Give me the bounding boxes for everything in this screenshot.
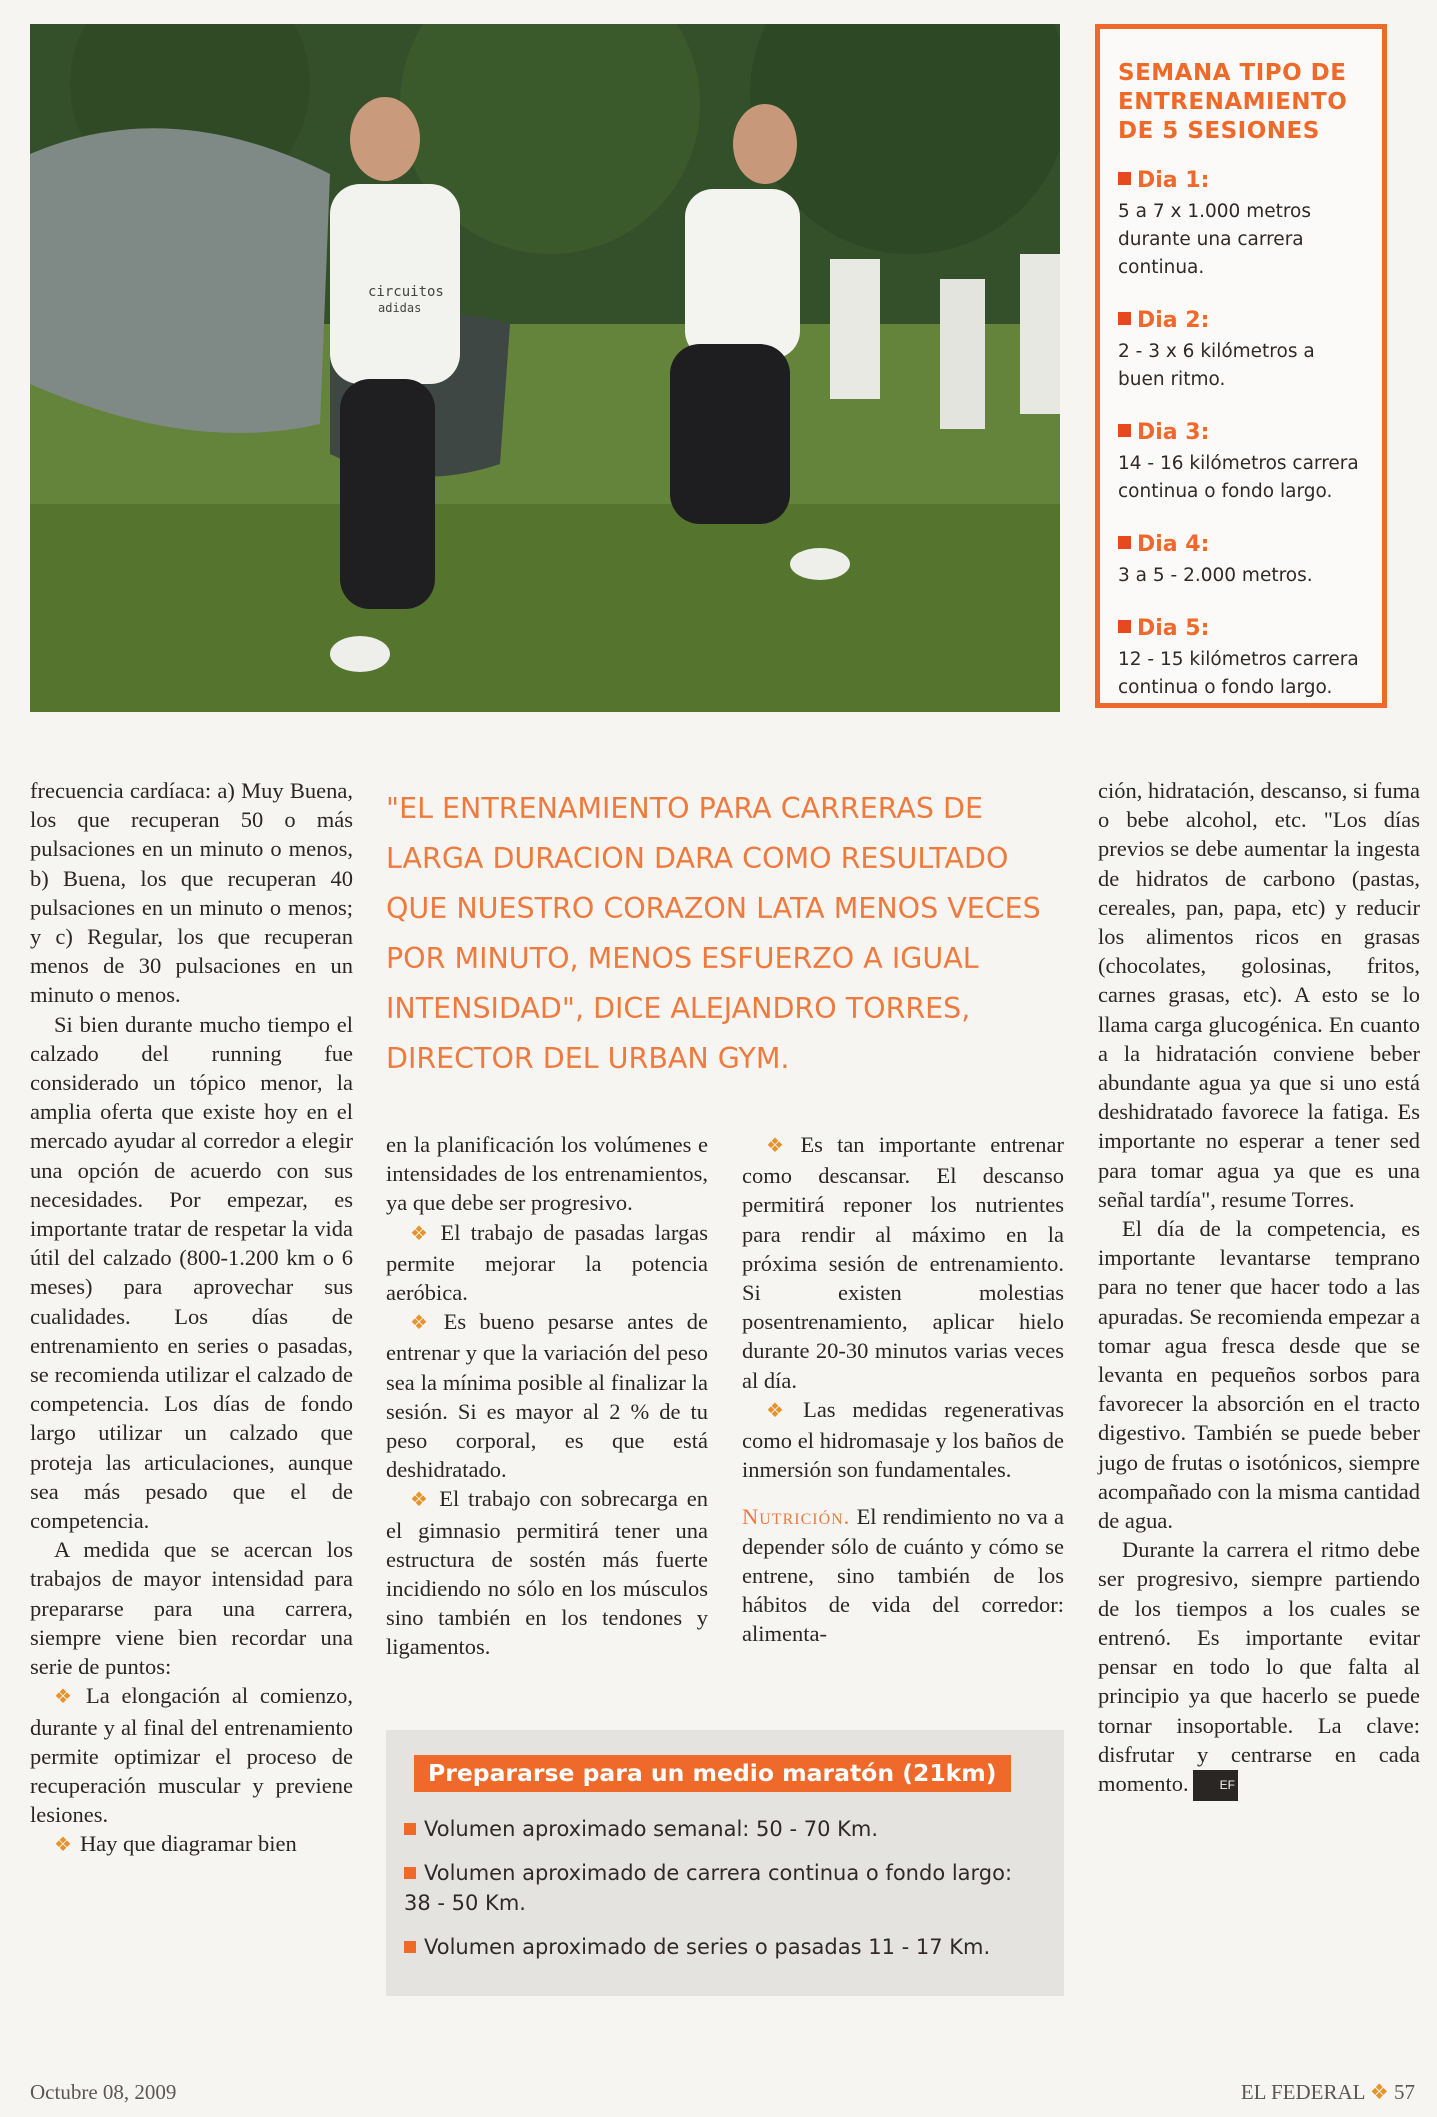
bullet-paragraph: ❖ Las medidas regenerativas como el hidromasaje y los baños de inmersión son fundamentales. <box>742 1396 1064 1483</box>
paragraph: Durante la carrera el ritmo debe ser progresivo, siempre partiendo de los tiempos a los cuales se entrenó. Es importante evitar pensar en todo lo que falta al principio ya que hacerlo se puede tornar insoportable. La clave: disfrutar y centrarse en cada momento. EF <box>1098 1535 1420 1801</box>
square-bullet-icon <box>1118 312 1131 325</box>
photo-illustration <box>30 24 1060 712</box>
paragraph: El día de la competencia, es importante levantarse temprano para no tener que hacer todo a las apuradas. Se recomienda empezar a tomar agua fresca desde que se levanta en pequeños sorbos para favorecer la absorción en el tracto digestivo. También se puede beber jugo de frutas o isotónicos, siempre acompañado con la misma cantidad de agua. <box>1098 1216 1420 1534</box>
day-text: 3 a 5 - 2.000 metros. <box>1118 565 1313 586</box>
day-text: 12 - 15 kilómetros carrera continua o fondo largo. <box>1118 649 1359 698</box>
day-text: 5 a 7 x 1.000 metros durante una carrera continua. <box>1118 201 1312 278</box>
day-label: Dia 3: <box>1137 420 1210 445</box>
article-column-2 <box>386 1130 708 1662</box>
diamond-bullet-icon: ❖ <box>410 1222 433 1245</box>
day-label: Dia 1: <box>1137 168 1210 193</box>
nutrition-label: Nutrición. <box>742 1504 851 1530</box>
article-column-3 <box>742 1130 1064 1648</box>
bullet-paragraph: ❖ Es bueno pesarse antes de entrenar y que la variación del peso sea la mínima posible al finalizar la sesión. Si es mayor al 2 % de tu peso corporal, es que está deshidratado. <box>386 1309 708 1483</box>
diamond-bullet-icon: ❖ <box>766 1399 796 1422</box>
day-label: Dia 4: <box>1137 532 1210 557</box>
sidebar-title: SEMANA TIPO DE ENTRENAMIENTO DE 5 SESIONES <box>1118 60 1348 144</box>
bullet-paragraph: ❖ El trabajo de pasadas largas permite mejorar la potencia aeróbica. <box>386 1219 708 1306</box>
footer-page-info <box>1241 2080 1415 2105</box>
shirt-text-1: circuitos <box>368 284 444 300</box>
square-bullet-icon <box>1118 424 1131 437</box>
diamond-bullet-icon: ❖ <box>410 1489 432 1512</box>
magazine-name: EL FEDERAL <box>1240 2080 1365 2104</box>
page-number: 57 <box>1394 2080 1415 2104</box>
paragraph: ción, hidratación, descanso, si fuma o bebe alcohol, etc. "Los días previos se debe aumentar la ingesta de hidratos de carbono (pastas, cereales, pan, papa, etc) y reducir los alimentos ricos en grasas (chocolates, golosinas, fritos, carnes grasas, etc). A esto se lo llama carga glucogénica. En cuanto a la hidratación conviene beber abundante agua ya que si uno está deshidratado favorece la fatiga. Es importante no esperar a tener sed para tomar agua ya que es una señal tardía", resume Torres. <box>1098 778 1420 1212</box>
diamond-bullet-icon: ❖ <box>410 1312 436 1335</box>
half-marathon-box <box>386 1730 1064 1996</box>
diamond-separator-icon: ❖ <box>1369 2080 1389 2104</box>
day-text: 14 - 16 kilómetros carrera continua o fondo largo. <box>1118 453 1359 502</box>
article-column-4 <box>1098 776 1420 1801</box>
square-bullet-icon <box>1118 620 1131 633</box>
box-item: Volumen aproximado de carrera continua o fondo largo: 38 - 50 Km. <box>404 1861 1013 1915</box>
sidebar-day-5 <box>1118 616 1360 702</box>
box-item: Volumen aproximado de series o pasadas 11 - 17 Km. <box>404 1932 1044 1962</box>
square-bullet-icon <box>1118 536 1131 549</box>
training-week-sidebar <box>1095 24 1387 708</box>
running-photo <box>30 24 1060 712</box>
day-label: Dia 2: <box>1137 308 1210 333</box>
sidebar-day-3 <box>1118 420 1360 506</box>
paragraph: en la planificación los volúmenes e intensidades de los entrenamientos, ya que debe ser progresivo. <box>386 1132 708 1216</box>
shirt-text-2: adidas <box>378 301 422 315</box>
bullet-paragraph: ❖ El trabajo con sobrecarga en el gimnasio permitirá tener una estructura de sostén más fuerte incidiendo no sólo en los músculos sino también en los tendones y ligamentos. <box>386 1486 708 1660</box>
day-label: Dia 5: <box>1137 616 1210 641</box>
pull-quote: "EL ENTRENAMIENTO PARA CARRERAS DE LARGA DURACION DARA COMO RESULTADO QUE NUESTRO CORAZON LATA MENOS VECES POR MINUTO, MENOS ESFUERZO A IGUAL INTENSIDAD", DICE ALEJANDRO TORRES, DIRECTOR DEL URBAN GYM. <box>386 792 1041 1075</box>
diamond-bullet-icon: ❖ <box>54 1686 79 1709</box>
square-bullet-icon <box>404 1941 416 1953</box>
paragraph: A medida que se acercan los trabajos de mayor intensidad para prepararse para una carrera, siempre viene bien recordar una serie de puntos: <box>30 1537 353 1680</box>
sidebar-day-2 <box>1118 308 1360 394</box>
nutrition-paragraph: Nutrición. El rendimiento no va a depender sólo de cuánto y cómo se entrene, sino también de los hábitos de vida del corredor: alimenta- <box>742 1504 1064 1647</box>
diamond-bullet-icon: ❖ <box>766 1135 793 1157</box>
footer-date: Octubre 08, 2009 <box>30 2080 177 2104</box>
article-column-1 <box>30 776 353 1861</box>
square-bullet-icon <box>404 1823 416 1835</box>
square-bullet-icon <box>404 1867 416 1879</box>
sidebar-day-4 <box>1118 532 1360 590</box>
box-item: Volumen aproximado semanal: 50 - 70 Km. <box>404 1814 1044 1844</box>
bullet-paragraph: ❖ Hay que diagramar bien <box>54 1831 297 1857</box>
day-text: 2 - 3 x 6 kilómetros a buen ritmo. <box>1118 341 1315 390</box>
paragraph: Si bien durante mucho tiempo el calzado del running fue considerado un tópico menor, la amplia oferta que existe hoy en el mercado ayudar al corredor a elegir una opción de acuerdo con sus necesidades. Por empezar, es importante tratar de respetar la vida útil del calzado (800-1.200 km o 6 meses) para aprovechar sus cualidades. Los días de entrenamiento en series o pasadas, se recomienda utilizar el calzado de competencia. Los días de fondo largo utilizar un calzado que proteja las articulaciones, aunque sea más pesado que el de competencia. <box>30 1011 353 1534</box>
end-mark-logo: EF <box>1193 1770 1238 1801</box>
diamond-bullet-icon: ❖ <box>54 1834 72 1857</box>
sidebar-day-1 <box>1118 168 1360 282</box>
square-bullet-icon <box>1118 172 1131 185</box>
paragraph: frecuencia cardíaca: a) Muy Buena, los que recuperan 50 o más pulsaciones en un minuto o menos, b) Buena, los que recuperan 40 pulsaciones en un minuto o menos; y c) Regular, los que recuperan menos de 30 pulsaciones en un minuto o menos. <box>30 778 353 1008</box>
bullet-paragraph: ❖ Es tan importante entrenar como descansar. El descanso permitirá reponer los nutrientes para rendir al máximo en la próxima sesión de entrenamiento. Si existen molestias posentrenamiento, aplicar hielo durante 20-30 minutos varias veces al día. <box>742 1132 1064 1393</box>
bullet-paragraph: ❖ La elongación al comienzo, durante y al final del entrenamiento permite optimizar el proceso de recuperación muscular y previene lesiones. <box>30 1683 353 1828</box>
box-title: Prepararse para un medio maratón (21km) <box>414 1755 1011 1792</box>
